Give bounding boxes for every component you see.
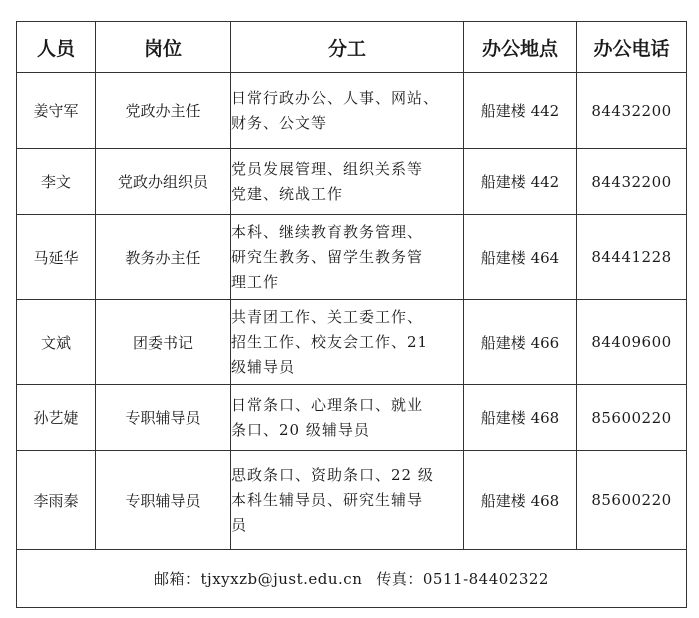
- fax-label: 传真：: [376, 570, 423, 588]
- table-row: [17, 385, 687, 451]
- cell-duties: [231, 385, 464, 451]
- duty-line: 招生工作、校友会工作、21: [231, 332, 429, 351]
- header-position: 岗位: [96, 22, 231, 73]
- cell-position: 专职辅导员: [96, 385, 231, 451]
- email-address[interactable]: tjxyxzb@just.edu.cn: [200, 570, 363, 588]
- cell-name: 孙艺婕: [17, 385, 96, 451]
- cell-position: 专职辅导员: [96, 451, 231, 550]
- duty-line: 研究生教务、留学生教务管: [231, 247, 424, 266]
- duty-line: 日常条口、心理条口、就业: [231, 395, 424, 414]
- duty-line: 日常行政办公、人事、网站、: [231, 88, 440, 107]
- duty-line: 级辅导员: [231, 357, 296, 376]
- table-row: [17, 73, 687, 149]
- cell-office: 船建楼 442: [464, 149, 577, 215]
- cell-office: 船建楼 442: [464, 73, 577, 149]
- duty-line: 条口、20 级辅导员: [231, 420, 370, 439]
- duty-line: 党建、统战工作: [231, 184, 344, 203]
- cell-office: 船建楼 468: [464, 451, 577, 550]
- cell-phone: 84432200: [577, 73, 687, 149]
- cell-position: 团委书记: [96, 300, 231, 385]
- cell-name: 姜守军: [17, 73, 96, 149]
- table-row: [17, 300, 687, 385]
- cell-office: 船建楼 464: [464, 215, 577, 300]
- cell-duties: [231, 451, 464, 550]
- cell-duties: [231, 300, 464, 385]
- cell-name: 李文: [17, 149, 96, 215]
- cell-name: 马延华: [17, 215, 96, 300]
- header-duties: 分工: [231, 22, 464, 73]
- duty-line: 党员发展管理、组织关系等: [231, 159, 424, 178]
- duty-line: 财务、公文等: [231, 113, 328, 132]
- cell-name: 李雨秦: [17, 451, 96, 550]
- contact-footer-row: [17, 550, 687, 608]
- header-office: 办公地点: [464, 22, 577, 73]
- header-row: [17, 22, 687, 73]
- table-row: [17, 149, 687, 215]
- header-person: 人员: [17, 22, 96, 73]
- cell-phone: 84432200: [577, 149, 687, 215]
- cell-office: 船建楼 466: [464, 300, 577, 385]
- contact-footer: [17, 550, 687, 608]
- cell-phone: 85600220: [577, 451, 687, 550]
- cell-phone: 84409600: [577, 300, 687, 385]
- cell-position: 党政办组织员: [96, 149, 231, 215]
- duty-line: 理工作: [231, 272, 280, 291]
- cell-phone: 84441228: [577, 215, 687, 300]
- table-row: [17, 451, 687, 550]
- fax-number: 0511-84402322: [422, 570, 549, 588]
- duty-line: 本科生辅导员、研究生辅导: [231, 490, 424, 509]
- cell-position: 党政办主任: [96, 73, 231, 149]
- cell-name: 文斌: [17, 300, 96, 385]
- duty-line: 思政条口、资助条口、22 级: [231, 465, 434, 484]
- duty-line: 员: [231, 515, 248, 534]
- cell-duties: [231, 215, 464, 300]
- table-row: [17, 215, 687, 300]
- header-phone: 办公电话: [577, 22, 687, 73]
- duty-line: 共青团工作、关工委工作、: [231, 307, 424, 326]
- cell-duties: [231, 73, 464, 149]
- email-label: 邮箱：: [154, 570, 201, 588]
- cell-duties: [231, 149, 464, 215]
- cell-position: 教务办主任: [96, 215, 231, 300]
- cell-office: 船建楼 468: [464, 385, 577, 451]
- duty-line: 本科、继续教育教务管理、: [231, 222, 424, 241]
- staff-table: [16, 21, 687, 608]
- cell-phone: 85600220: [577, 385, 687, 451]
